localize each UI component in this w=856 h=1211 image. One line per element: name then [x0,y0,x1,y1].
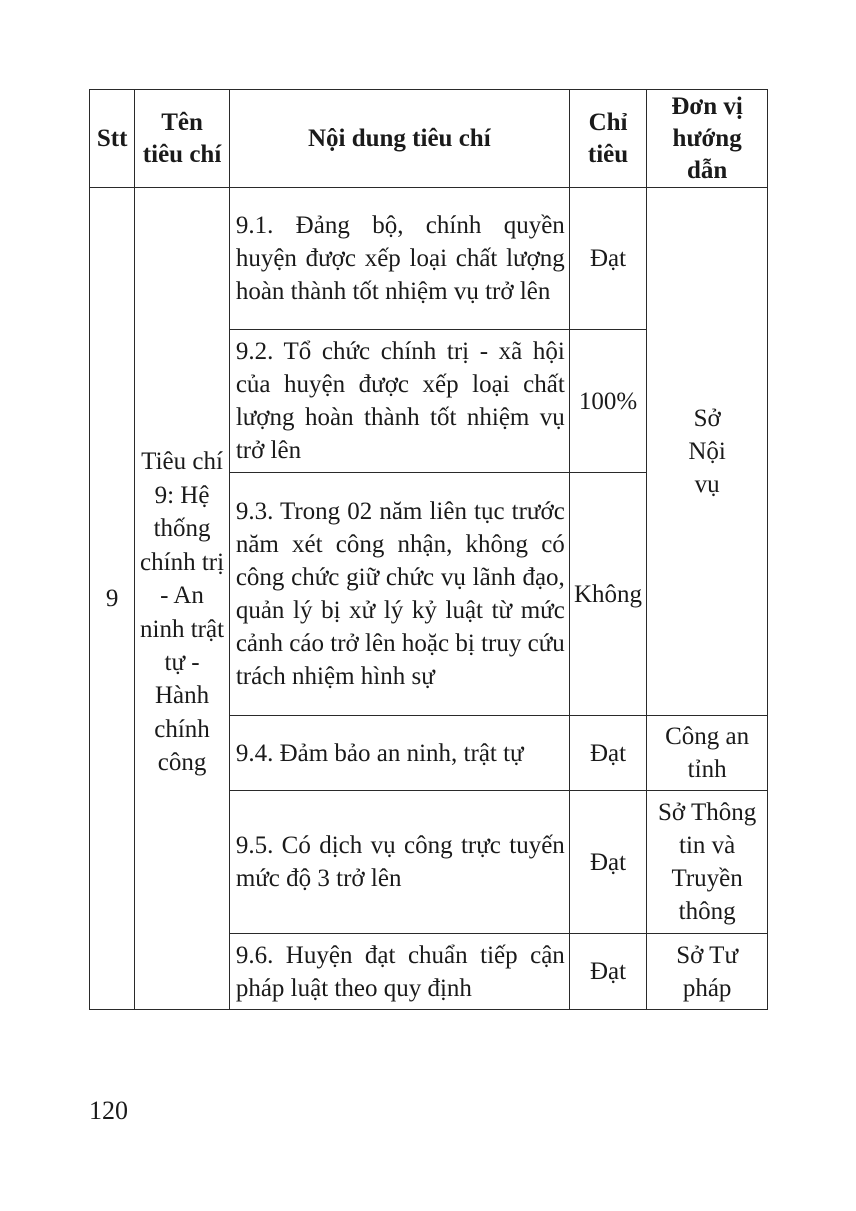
header-criterion-name: Tên tiêu chí [135,90,230,188]
table-row [90,188,768,330]
guiding-unit-information-communications: Sở Thông tin và Truyền thông [647,791,768,934]
criterion-content-9-6: 9.6. Huyện đạt chuẩn tiếp cận pháp luật theo quy định [229,934,569,1010]
guiding-unit-justice: Sở Tư pháp [647,934,768,1010]
criterion-content-9-4: 9.4. Đảm bảo an ninh, trật tự [229,716,569,791]
criterion-name-cell: Tiêu chí 9: Hệ thống chính trị - An ninh trật tự - Hành chính công [135,188,230,1010]
target-9-2: 100% [569,330,646,473]
criterion-content-9-3: 9.3. Trong 02 năm liên tục trước năm xét công nhận, không có công chức giữ chức vụ lãnh đạo, quản lý bị xử lý kỷ luật từ mức cảnh cáo trở lên hoặc bị truy cứu trách nhiệm hình sự [229,473,569,716]
page-number: 120 [89,1096,128,1125]
header-stt: Stt [90,90,135,188]
header-criterion-content: Nội dung tiêu chí [229,90,569,188]
criterion-content-9-5: 9.5. Có dịch vụ công trực tuyến mức độ 3 trở lên [229,791,569,934]
header-guiding-unit: Đơn vị hướng dẫn [647,90,768,188]
target-9-1: Đạt [569,188,646,330]
target-9-6: Đạt [569,934,646,1010]
criteria-table [89,89,768,1010]
criterion-content-9-2: 9.2. Tổ chức chính trị - xã hội của huyện được xếp loại chất lượng hoàn thành tốt nhiệm vụ trở lên [229,330,569,473]
stt-cell: 9 [90,188,135,1010]
header-target: Chỉ tiêu [569,90,646,188]
criterion-content-9-1: 9.1. Đảng bộ, chính quyền huyện được xếp loại chất lượng hoàn thành tốt nhiệm vụ trở lên [229,188,569,330]
guiding-unit-provincial-police: Công an tỉnh [647,716,768,791]
target-9-5: Đạt [569,791,646,934]
target-9-4: Đạt [569,716,646,791]
target-9-3: Không [569,473,646,716]
header-row [90,90,768,188]
guiding-unit-home-affairs: Sở Nội vụ [647,188,768,716]
